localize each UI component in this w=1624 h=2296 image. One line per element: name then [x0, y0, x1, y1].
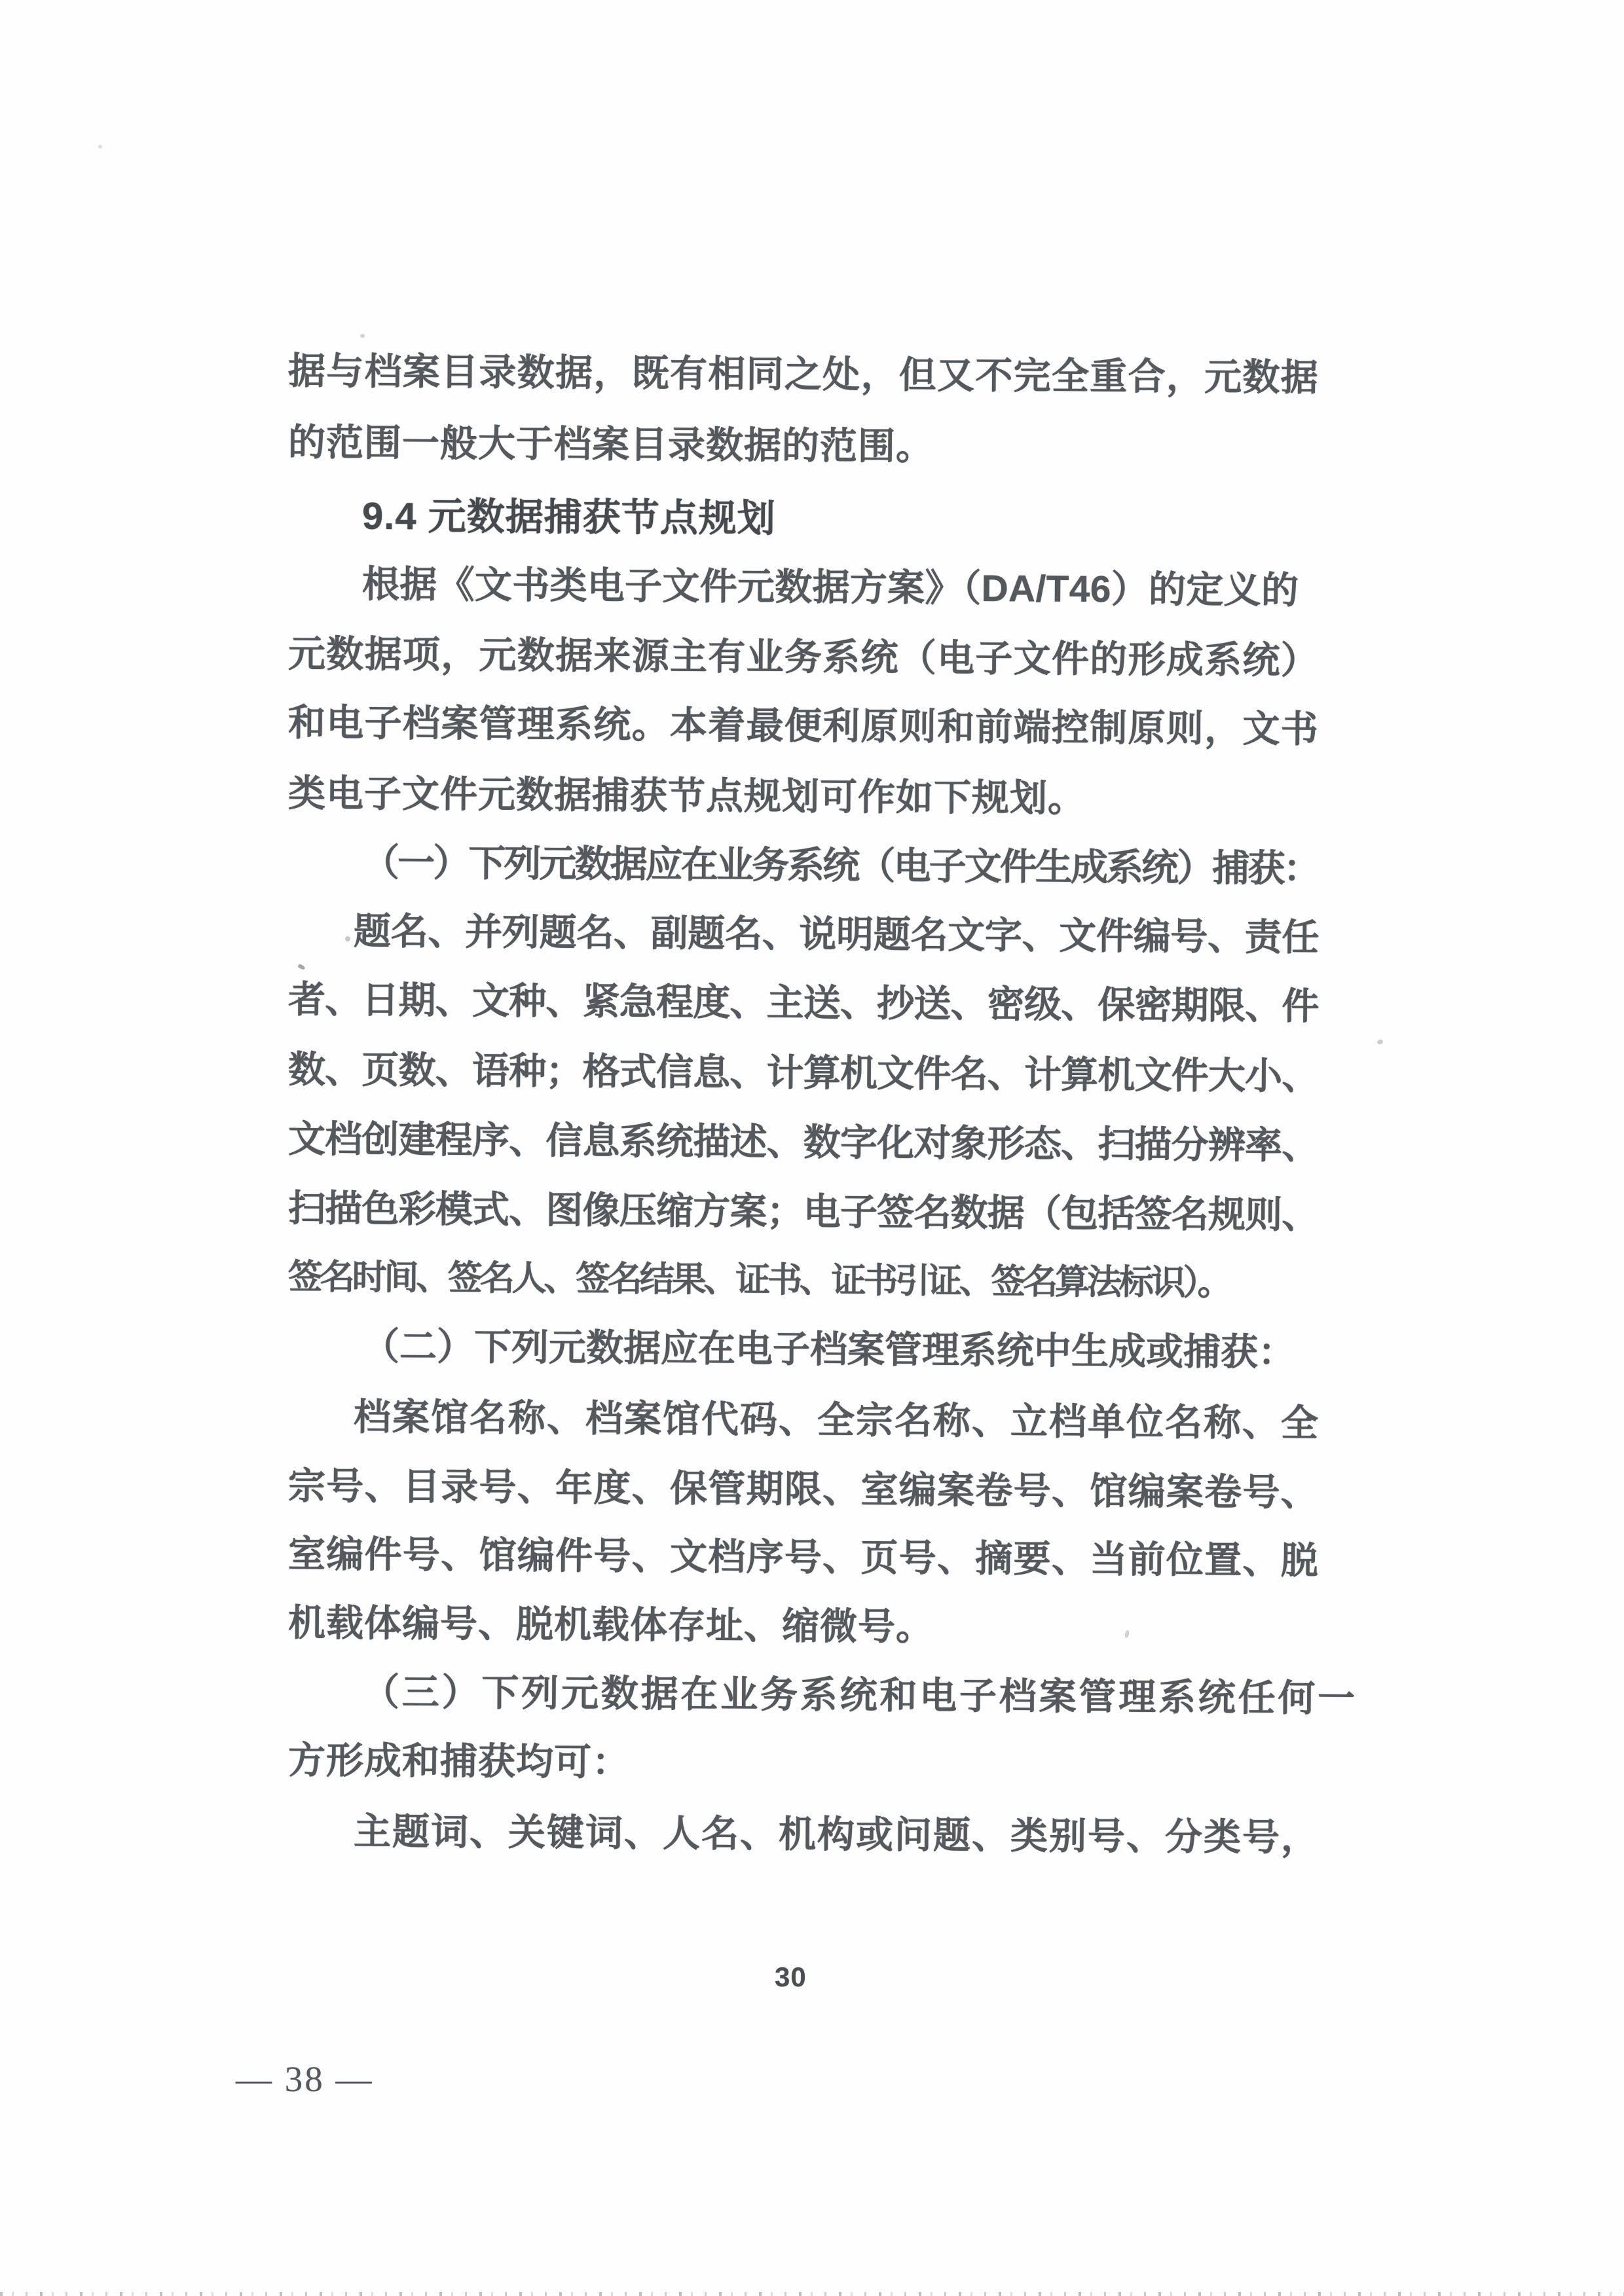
text-line: （一）下列元数据应在业务系统（电子文件生成系统）捕获：: [361, 841, 1319, 890]
text-line: 和电子档案管理系统。本着最便利原则和前端控制原则，文书: [287, 702, 1320, 751]
text-line: 主题词、关键词、人名、机构或问题、类别号、分类号，: [353, 1810, 1320, 1859]
text-line: 档案馆名称、档案馆代码、全宗名称、立档单位名称、全: [353, 1396, 1320, 1445]
text-line: 文档创建程序、信息系统描述、数字化对象形态、扫描分辨率、: [287, 1118, 1319, 1167]
scan-speck: [297, 964, 306, 970]
text-line: 数、页数、语种；格式信息、计算机文件名、计算机文件大小、: [287, 1049, 1319, 1098]
text-line: 方形成和捕获均可：: [287, 1740, 631, 1784]
text-line: （三）下列元数据在业务系统和电子档案管理系统任何一: [361, 1671, 1358, 1720]
scan-speck: [1376, 1039, 1384, 1045]
text-line: 扫描色彩模式、图像压缩方案；电子签名数据（包括签名规则、: [287, 1188, 1319, 1237]
text-line: 签名时间、签名人、签名结果、证书、证书引证、签名算法标识）。: [287, 1258, 1230, 1303]
outer-page-number: — 38 —: [236, 2059, 374, 2099]
text-line: 室编件号、馆编件号、文档序号、页号、摘要、当前位置、脱: [287, 1533, 1320, 1582]
scan-speck: [360, 334, 365, 338]
scan-noise-strip: [0, 2292, 1624, 2296]
text-line: 根据《文书类电子文件元数据方案》（DA/T46）的定义的: [361, 563, 1299, 612]
text-line: 元数据项，元数据来源主有业务系统（电子文件的形成系统）: [287, 633, 1320, 682]
section-heading: 9.4 元数据捕获节点规划: [361, 494, 776, 540]
text-line: 的范围一般大于档案目录数据的范围。: [287, 422, 934, 468]
text-line: 机载体编号、脱机载体存址、缩微号。: [287, 1602, 934, 1649]
text-line: 者、日期、文种、紧急程度、主送、抄送、密级、保密期限、件: [287, 979, 1319, 1028]
text-line: 题名、并列题名、副题名、说明题名文字、文件编号、责任: [353, 910, 1320, 959]
scan-speck: [345, 936, 350, 941]
text-line: 宗号、目录号、年度、保管期限、室编案卷号、馆编案卷号、: [287, 1465, 1320, 1514]
text-line: 类电子文件元数据捕获节点规划可作如下规划。: [287, 773, 1086, 820]
scan-speck: [98, 145, 102, 149]
text-line: 据与档案目录数据，既有相同之处，但又不完全重合，元数据: [287, 350, 1320, 399]
inner-page-number: 30: [775, 1961, 807, 1992]
text-line: （二）下列元数据应在电子档案管理系统中生成或捕获：: [361, 1325, 1296, 1374]
